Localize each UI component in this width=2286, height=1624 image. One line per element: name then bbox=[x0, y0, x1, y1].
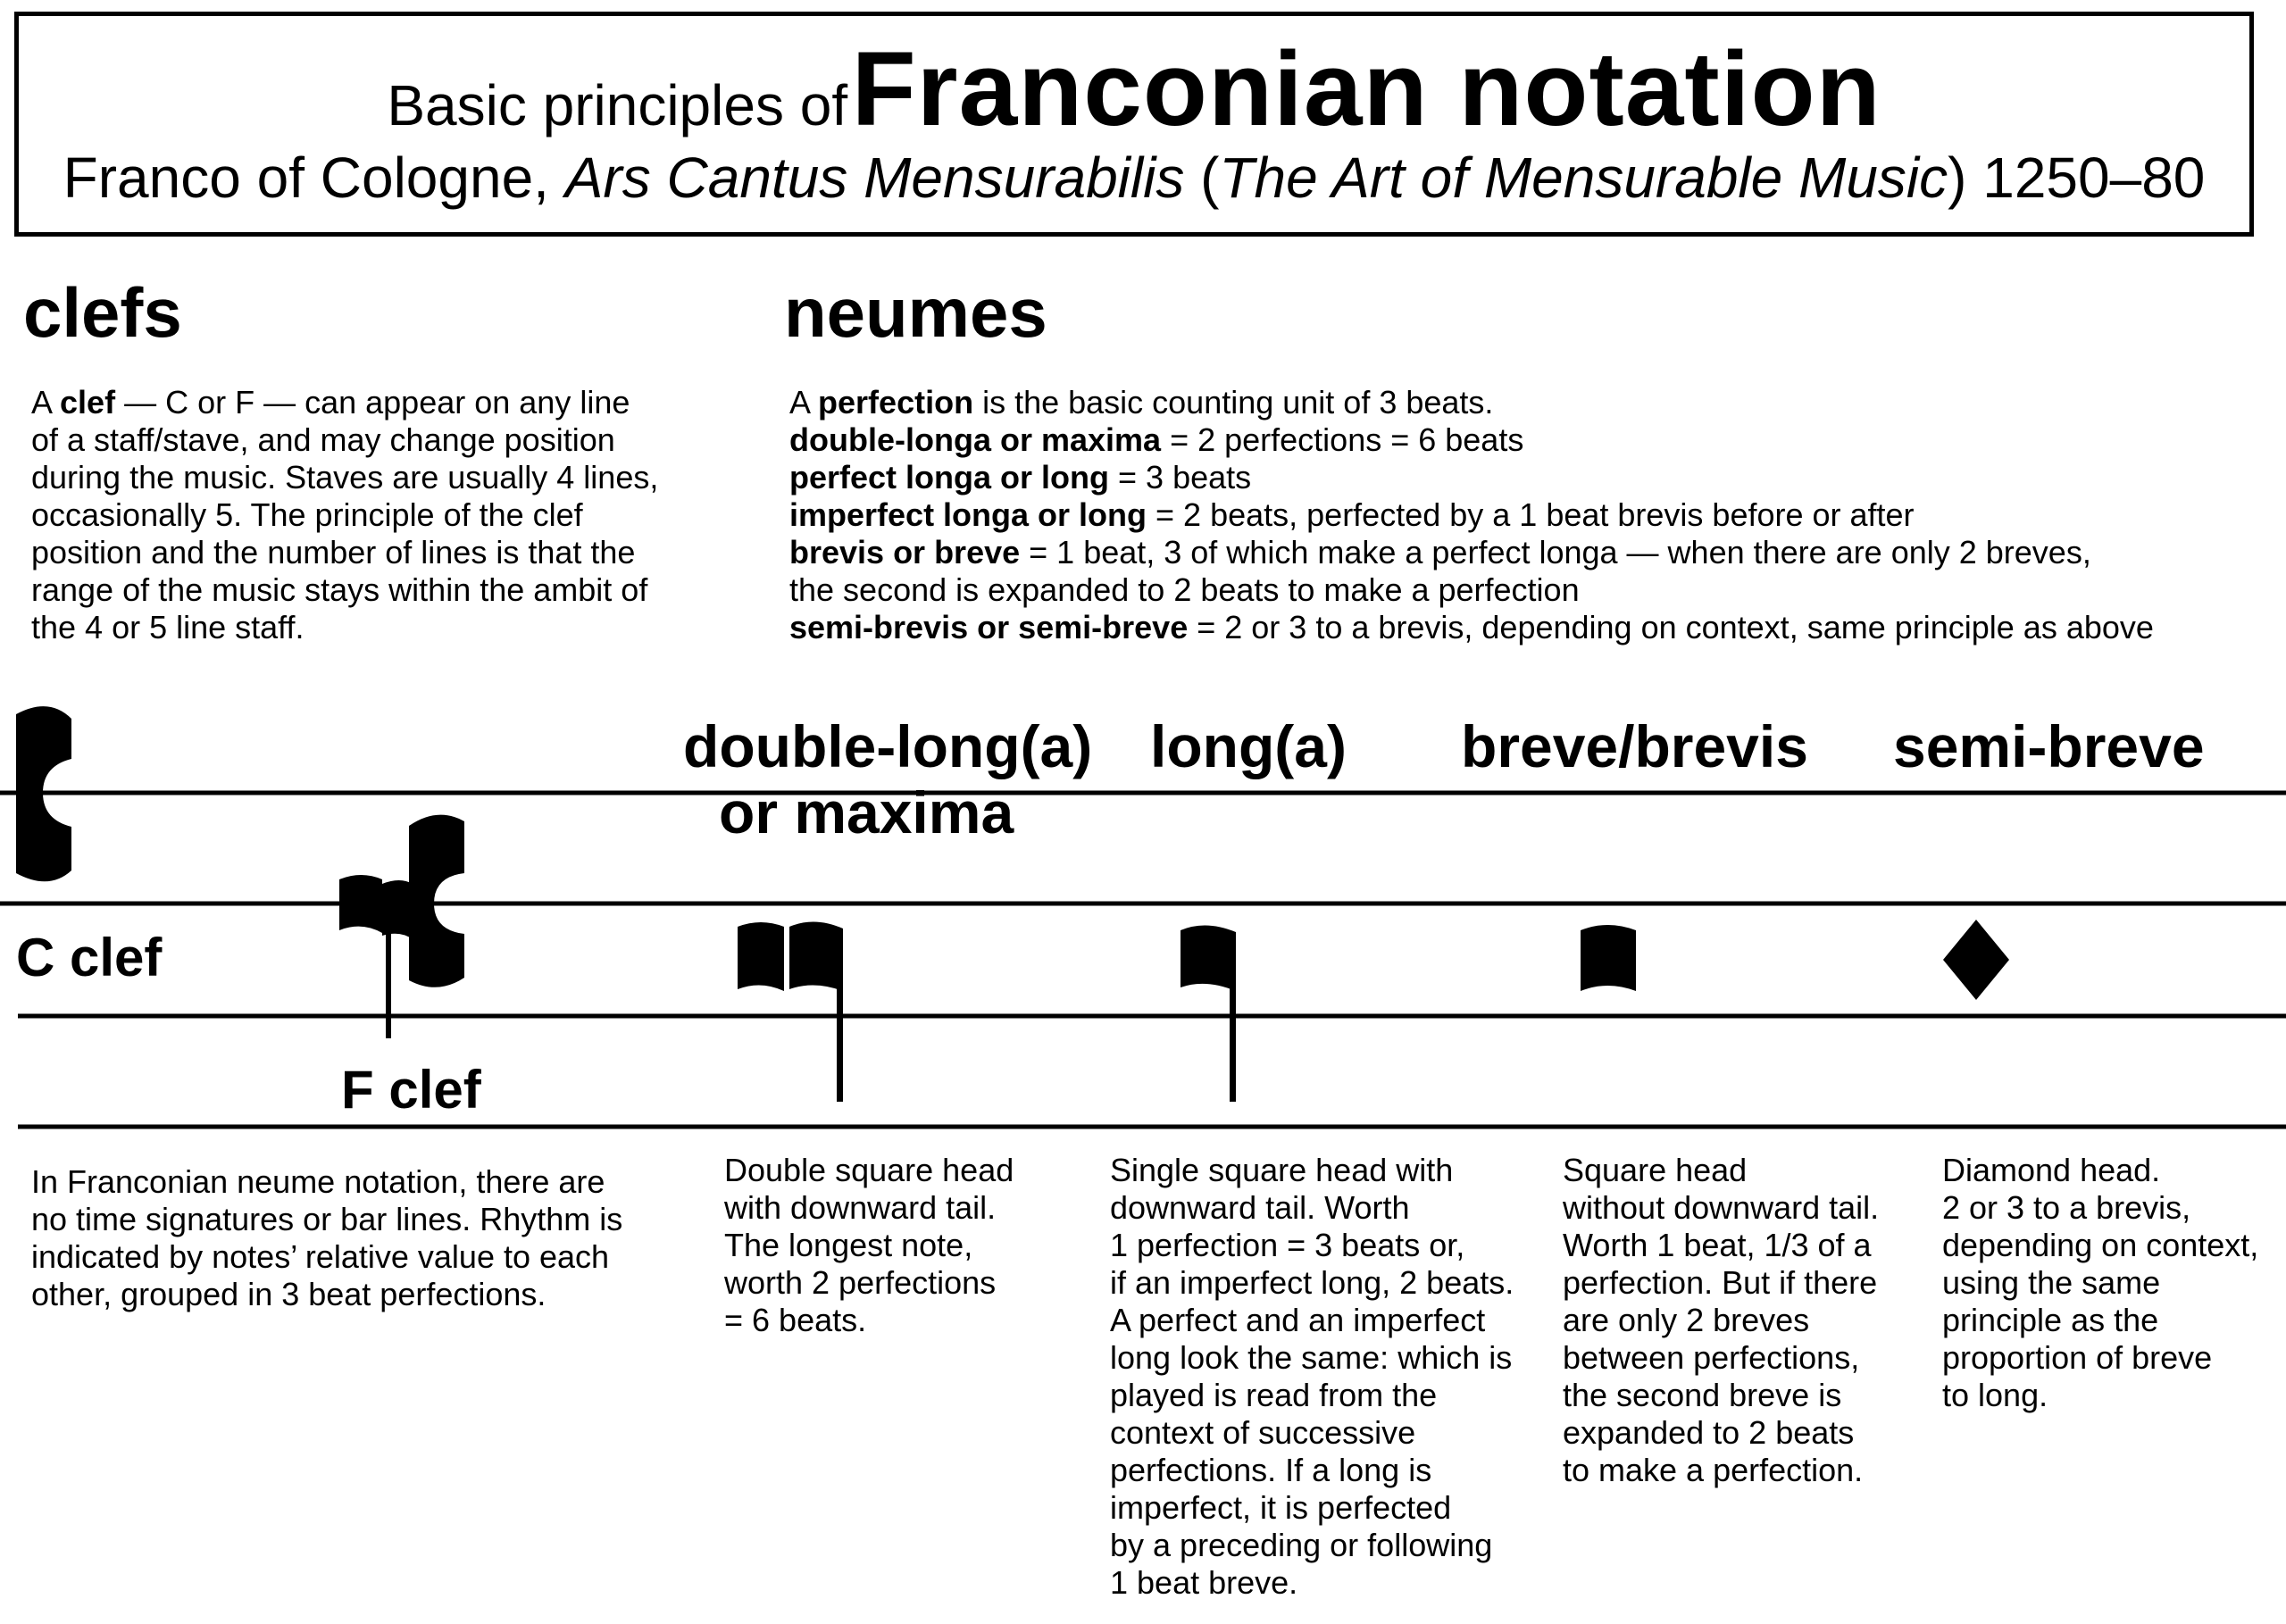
desc-line: Double square head bbox=[724, 1152, 1014, 1188]
desc-line: principle as the bbox=[1942, 1302, 2159, 1338]
title-prefix: Basic principles of bbox=[387, 73, 848, 137]
desc-line: depending on context, bbox=[1942, 1227, 2259, 1263]
neumes-text: A bbox=[789, 384, 819, 421]
neumes-text: = 1 beat, 3 of which make a perfect longa — when there are only 2 breves, bbox=[1020, 534, 2091, 570]
clefs-text: A bbox=[31, 384, 61, 421]
desc-line: Diamond head. bbox=[1942, 1152, 2161, 1188]
clefs-line bbox=[31, 384, 658, 421]
clefs-heading: clefs bbox=[23, 273, 182, 352]
desc-line: 1 beat breve. bbox=[1110, 1564, 1298, 1601]
label-f-clef: F clef bbox=[341, 1060, 481, 1120]
desc-line: no time signatures or bar lines. Rhythm is bbox=[31, 1201, 623, 1237]
clefs-line: range of the music stays within the ambit of bbox=[31, 571, 648, 608]
title-box bbox=[14, 12, 2254, 237]
desc-line: proportion of breve bbox=[1942, 1339, 2213, 1376]
semibreve-description bbox=[1942, 1152, 2258, 1414]
neumes-text: = 2 or 3 to a brevis, depending on context, same principle as above bbox=[1188, 609, 2154, 645]
clefs-text: — C or F — can appear on any line bbox=[115, 384, 630, 421]
subtitle-translation: The Art of Mensurable Music bbox=[1219, 146, 1948, 210]
neumes-text: = 3 beats bbox=[1109, 459, 1252, 496]
neumes-text: = 2 beats, perfected by a 1 beat brevis before or after bbox=[1147, 496, 1915, 533]
neumes-line bbox=[789, 571, 2154, 609]
desc-line: perfection. But if there bbox=[1563, 1264, 1878, 1301]
desc-line: downward tail. Worth bbox=[1110, 1189, 1410, 1226]
title-line bbox=[19, 29, 2249, 150]
neumes-line bbox=[789, 534, 2154, 571]
neumes-term: imperfect longa or long bbox=[789, 496, 1147, 533]
long-note-icon bbox=[1181, 925, 1236, 1102]
desc-line: perfections. If a long is bbox=[1110, 1452, 1432, 1488]
desc-line: are only 2 breves bbox=[1563, 1302, 1810, 1338]
desc-line: indicated by notes’ relative value to each bbox=[31, 1238, 610, 1275]
desc-line: context of successive bbox=[1110, 1414, 1416, 1451]
desc-line: without downward tail. bbox=[1563, 1189, 1880, 1226]
neumes-term: double-longa or maxima bbox=[789, 421, 1162, 458]
c-clef-small-icon bbox=[409, 815, 464, 987]
desc-line: if an imperfect long, 2 beats. bbox=[1110, 1264, 1514, 1301]
semibreve-note-icon bbox=[1943, 920, 2009, 1000]
desc-line: to make a perfection. bbox=[1563, 1452, 1864, 1488]
desc-line: 1 perfection = 3 beats or, bbox=[1110, 1227, 1465, 1263]
desc-line: In Franconian neume notation, there are bbox=[31, 1163, 605, 1200]
label-maxima: or maxima bbox=[719, 779, 1014, 845]
desc-line: 2 or 3 to a brevis, bbox=[1942, 1189, 2191, 1226]
breve-note-icon bbox=[1581, 925, 1636, 991]
clefs-paragraph bbox=[31, 384, 658, 646]
desc-line: with downward tail. bbox=[724, 1189, 997, 1226]
desc-line: by a preceding or following bbox=[1110, 1527, 1493, 1563]
neumes-term: semi-brevis or semi-breve bbox=[789, 609, 1189, 645]
long-description bbox=[1110, 1152, 1514, 1602]
neumes-line bbox=[789, 459, 2154, 496]
clefs-keyword: clef bbox=[60, 384, 116, 421]
title-main: Franconian notation bbox=[851, 30, 1881, 148]
desc-line: A perfect and an imperfect bbox=[1110, 1302, 1486, 1338]
neumes-term: perfection bbox=[818, 384, 974, 421]
desc-line: Worth 1 beat, 1/3 of a bbox=[1563, 1227, 1872, 1263]
desc-line: using the same bbox=[1942, 1264, 2161, 1301]
desc-line: Single square head with bbox=[1110, 1152, 1454, 1188]
label-c-clef: C clef bbox=[16, 928, 163, 987]
clefs-line: of a staff/stave, and may change position bbox=[31, 421, 615, 458]
maxima-description bbox=[724, 1152, 1014, 1339]
clefs-line: occasionally 5. The principle of the clef bbox=[31, 496, 583, 533]
subtitle-open: ( bbox=[1184, 146, 1220, 210]
intro-description bbox=[31, 1163, 622, 1313]
neumes-text: = 2 perfections = 6 beats bbox=[1161, 421, 1524, 458]
neumes-line bbox=[789, 421, 2154, 459]
desc-line: played is read from the bbox=[1110, 1377, 1438, 1413]
subtitle-work: Ars Cantus Mensurabilis bbox=[564, 146, 1185, 210]
neumes-line bbox=[789, 609, 2154, 646]
desc-line: Square head bbox=[1563, 1152, 1748, 1188]
desc-line: = 6 beats. bbox=[724, 1302, 867, 1338]
neumes-text: is the basic counting unit of 3 beats. bbox=[973, 384, 1494, 421]
label-breve: breve/brevis bbox=[1461, 713, 1808, 779]
label-long: long(a) bbox=[1150, 713, 1347, 779]
neumes-line bbox=[789, 496, 2154, 534]
subtitle-close: ) 1250–80 bbox=[1948, 146, 2206, 210]
clefs-line: during the music. Staves are usually 4 lines, bbox=[31, 459, 659, 496]
label-semi-breve: semi-breve bbox=[1893, 713, 2205, 779]
neumes-paragraph bbox=[789, 384, 2154, 646]
desc-line: expanded to 2 beats bbox=[1563, 1414, 1855, 1451]
subtitle bbox=[19, 145, 2249, 211]
desc-line: The longest note, bbox=[724, 1227, 973, 1263]
desc-line: imperfect, it is perfected bbox=[1110, 1489, 1452, 1526]
neumes-heading: neumes bbox=[784, 273, 1047, 352]
desc-line: to long. bbox=[1942, 1377, 2048, 1413]
desc-line: long look the same: which is bbox=[1110, 1339, 1513, 1376]
subtitle-author: Franco of Cologne, bbox=[63, 146, 565, 210]
desc-line: the second breve is bbox=[1563, 1377, 1842, 1413]
desc-line: between perfections, bbox=[1563, 1339, 1860, 1376]
breve-description bbox=[1563, 1152, 1879, 1489]
neumes-line bbox=[789, 384, 2154, 421]
neumes-text: the second is expanded to 2 beats to make a perfection bbox=[789, 571, 1580, 608]
label-double-long: double-long(a) bbox=[683, 713, 1093, 779]
desc-line: worth 2 perfections bbox=[724, 1264, 997, 1301]
neumes-term: brevis or breve bbox=[789, 534, 1021, 570]
neumes-term: perfect longa or long bbox=[789, 459, 1110, 496]
desc-line: other, grouped in 3 beat perfections. bbox=[31, 1276, 546, 1312]
maxima-note-icon bbox=[738, 921, 843, 1102]
clefs-line: the 4 or 5 line staff. bbox=[31, 609, 305, 645]
clefs-line: position and the number of lines is that the bbox=[31, 534, 636, 570]
